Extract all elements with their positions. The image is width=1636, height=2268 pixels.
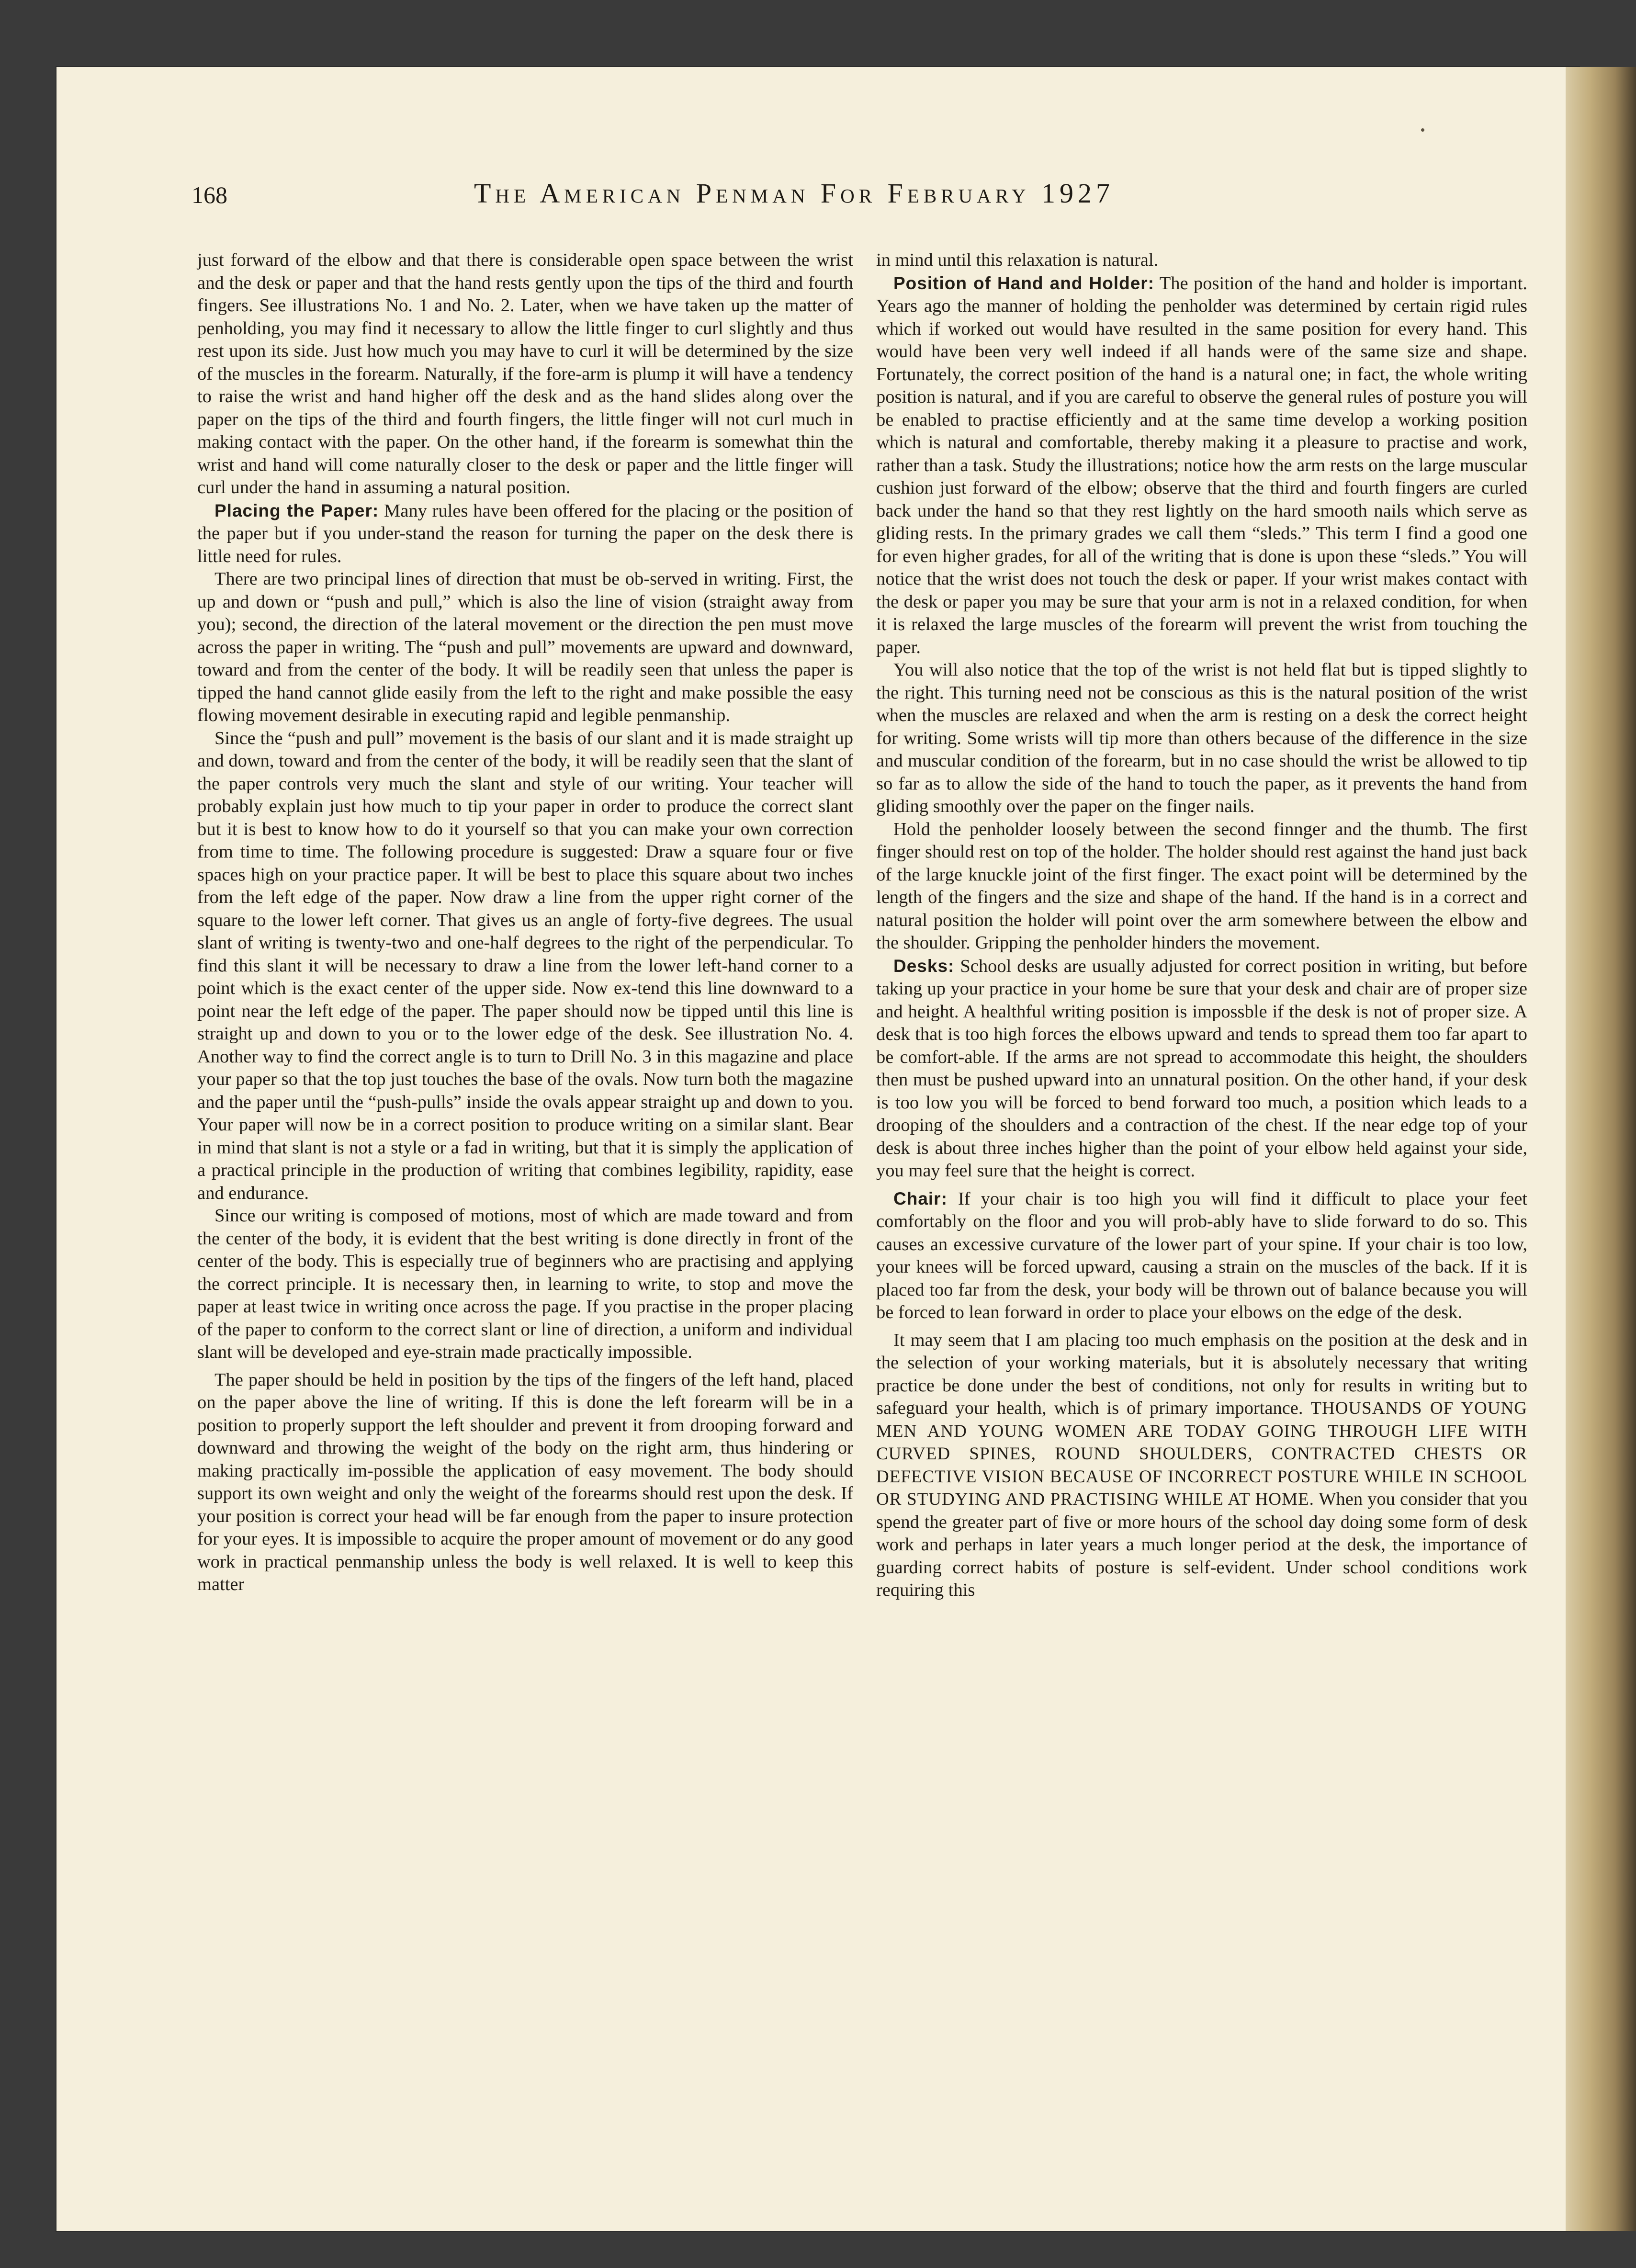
right-column xyxy=(876,249,1527,1602)
paragraph: just forward of the elbow and that there is considerable open space between the wrist and the desk or paper and that the hand rests gently upon the tips of the third and fourth fingers. See illustrations No. 1 and No. 2. Later, when we have taken up the matter of penholding, you may find it necessary to allow the little finger to curl slightly and thus rest upon its side. Just how much you may have to curl it will be determined by the size of the muscles in the forearm. Naturally, if the fore-arm is plump it will have a tendency to raise the wrist and hand higher off the desk and as the hand slides along over the paper on the tips of the third and fourth fingers, the little finger will not curl much in making contact with the paper. On the other hand, if the forearm is somewhat thin the wrist and hand will come naturally closer to the desk or paper and the little finger will curl under the hand in assuming a natural position. xyxy=(197,250,853,497)
paragraph: in mind until this relaxation is natural. xyxy=(876,250,1159,270)
book-spine-edge xyxy=(1566,67,1636,2231)
paragraph: Placing the Paper: Many rules have been offered for the placing or the position of the paper but if you under-stand the reason for turning the paper on the desk there is little need for rules. xyxy=(197,500,853,566)
paragraph: You will also notice that the top of the wrist is not held flat but is tipped slightly to the right. This turning need not be conscious as this is the natural position of the wrist when the muscles are relaxed and when the arm is resting on a desk the correct height for writing. Some wrists will tip more than others because of the difference in the size and muscular condition of the forearm, but in no case should the wrist be allowed to tip so far as to allow the side of the hand to touch the paper, as it prevents the hand from gliding smoothly over the paper on the finger nails. xyxy=(876,660,1527,816)
capitalized-passage: THOUSANDS OF YOUNG MEN AND YOUNG WOMEN ARE TODAY GOING THROUGH LIFE WITH CURVED SPINES, ROUND SHOULDERS, CONTRACTED CHESTS OR DEFECTIVE VISION BECAUSE OF INCORRECT POSTURE WHILE IN SCHOOL OR STUDYING AND PRACTISING WHILE AT HOME. xyxy=(876,1399,1527,1509)
paragraph: Since the “push and pull” movement is the basis of our slant and it is made straight up and down, toward and from the center of the body, it will be readily seen that the slant of the paper controls very much the slant and style of our writing. Your teacher will probably explain just how much to tip your paper in order to produce the correct slant but it is best to know how to do it yourself so that you can make your own correction from time to time. The following procedure is suggested: Draw a square four or five spaces high on your practice paper. It will be best to place this square about two inches from the left edge of the paper. Now draw a line from the upper right corner of the square to the lower left corner. That gives us an angle of forty-five degrees. The usual slant of writing is twenty-two and one-half degrees to the right of the perpendicular. To find this slant it will be necessary to draw a line from the lower left-hand corner to a point which is the exact center of the upper side. Now ex-tend this line downward to a point near the left edge of the paper. The paper should now be tipped until this line is straight up and down to you or to the lower edge of the desk. See illustration No. 4. Another way to find the correct angle is to turn to Drill No. 3 in this magazine and place your paper so that the top just touches the base of the ovals. Now turn both the magazine and the paper until the “push-pulls” inside the ovals appear straight up and down to you. Your paper will now be in a correct position to produce writing on a similar slant. Bear in mind that slant is not a style or a fad in writing, but that it is simply the application of a practical principle in the production of writing that combines legibility, rapidity, ease and endurance. xyxy=(197,728,853,1203)
section-heading: Placing the Paper: xyxy=(214,500,379,520)
section-heading: Desks: xyxy=(893,956,955,976)
paragraph: There are two principal lines of direction that must be ob-served in writing. First, the up and down or “push and pull,” which is also the line of vision (straight away from you); second, the direction of the lateral movement or the direction the pen must move across the paper in writing. The “push and pull” movements are upward and downward, toward and from the center of the body. It will be readily seen that unless the paper is tipped the hand cannot glide easily from the left to the right and make possible the easy flowing movement desirable in executing rapid and legible penmanship. xyxy=(197,569,853,725)
page-header xyxy=(192,178,1245,219)
paragraph: Position of Hand and Holder: The position of the hand and holder is important. Years ago the manner of holding the penholder was determined by certain rigid rules which if worked out would have resulted in the same position for every hand. This would have been very well indeed if all hands were of the same size and shape. Fortunately, the correct position of the hand is a natural one; in fact, the whole writing position is natural, and if you are careful to observe the general rules of posture you will be enabled to practise efficiently and at the same time develop a working position which is natural and comfortable, thereby making it a pleasure to practise and work, rather than a task. Study the illustrations; notice how the arm rests on the large muscular cushion just forward of the elbow; observe that the third and fourth fingers are curled back under the hand so that they rest lightly on the hard smooth nails which serve as gliding rests. In the primary grades we call them “sleds.” This term I find a good one for even higher grades, for all of the writing that is done is upon these “sleds.” You will notice that the wrist does not touch the desk or paper. If your wrist makes contact with the desk or paper you may be sure that your arm is not in a relaxed condition, for when it is relaxed the large muscles of the forearm will prevent the wrist from touching the paper. xyxy=(876,273,1528,657)
running-title: The American Penman For February 1927 xyxy=(474,178,1115,209)
section-heading: Position of Hand and Holder: xyxy=(893,273,1154,293)
page-number: 168 xyxy=(192,181,227,208)
paragraph: It may seem that I am placing too much emphasis on the position at the desk and in the selection of your working materials, but it is absolutely necessary that writing practice be done under the best of conditions, not only for results in writing but to safeguard your health, which is of primary importance. THOUSANDS OF YOUNG MEN AND YOUNG WOMEN ARE TODAY GOING THROUGH LIFE WITH CURVED SPINES, ROUND SHOULDERS, CONTRACTED CHESTS OR DEFECTIVE VISION BECAUSE OF INCORRECT POSTURE WHILE IN SCHOOL OR STUDYING AND PRACTISING WHILE AT HOME. When you consider that you spend the greater part of five or more hours of the school day doing some form of desk work and perhaps in later years a much longer period at the desk, the importance of guarding correct habits of posture is self-evident. Under school conditions work requiring this xyxy=(876,1330,1528,1600)
paragraph: Hold the penholder loosely between the second finnger and the thumb. The first finger should rest on top of the holder. The holder should rest against the hand just back of the large knuckle joint of the first finger. The exact point will be determined by the length of the fingers and the size and shape of the hand. If the hand is in a correct and natural position the holder will point over the arm somewhere between the elbow and the shoulder. Gripping the penholder hinders the movement. xyxy=(876,819,1527,953)
paragraph: Chair: If your chair is too high you will find it difficult to place your feet comfortably on the floor and you will prob-ably have to slide forward to do so. This causes an excessive curvature of the lower part of your spine. If your chair is too low, your knees will be forced upward, causing a strain on the muscles of the back. If it is placed too far from the desk, your body will be thrown out of balance because you will be forced to lean forward in order to place your elbows on the edge of the desk. xyxy=(876,1188,1527,1322)
paragraph: The paper should be held in position by the tips of the fingers of the left hand, placed on the paper above the line of writing. If this is done the left forearm will be in a position to properly support the left shoulder and prevent it from drooping forward and downward and throwing the weight of the body on the right arm, thus hindering or making practically im-possible the application of easy movement. The body should support its own weight and only the weight of the forearms should rest upon the desk. If your position is correct your head will be far enough from the paper to insure protection for your eyes. It is impossible to acquire the proper amount of movement or do any good work in practical penmanship unless the body is well relaxed. It is well to keep this matter xyxy=(197,1369,853,1594)
paragraph: Desks: School desks are usually adjusted for correct position in writing, but before taking up your practice in your home be sure that your desk and chair are of proper size and height. A healthful writing position is impossble if the desk is not of proper size. A desk that is too high forces the elbows upward and tends to spread them too far apart to be comfort-able. If the arms are not spread to accommodate this height, the shoulders then must be pushed upward into an unnatural position. On the other hand, if your desk is too low you will be forced to bend forward too much, a position which leads to a drooping of the shoulders and a contraction of the chest. If the near edge top of your desk is about three inches higher than the point of your elbow held against your side, you may feel sure that the height is correct. xyxy=(876,956,1527,1181)
paragraph: Since our writing is composed of motions, most of which are made toward and from the center of the body, it is evident that the best writing is done directly in front of the center of the body. This is especially true of beginners who are practising and applying the correct principle. It is necessary then, in learning to write, to stop and move the paper at least twice in writing once across the page. If you practise in the proper placing of the paper to conform to the correct slant or line of direction, a uniform and individual slant will be developed and eye-strain made practically impossible. xyxy=(197,1206,853,1362)
left-column xyxy=(197,249,853,1596)
paper-speck xyxy=(1421,128,1424,132)
section-heading: Chair: xyxy=(893,1188,948,1208)
